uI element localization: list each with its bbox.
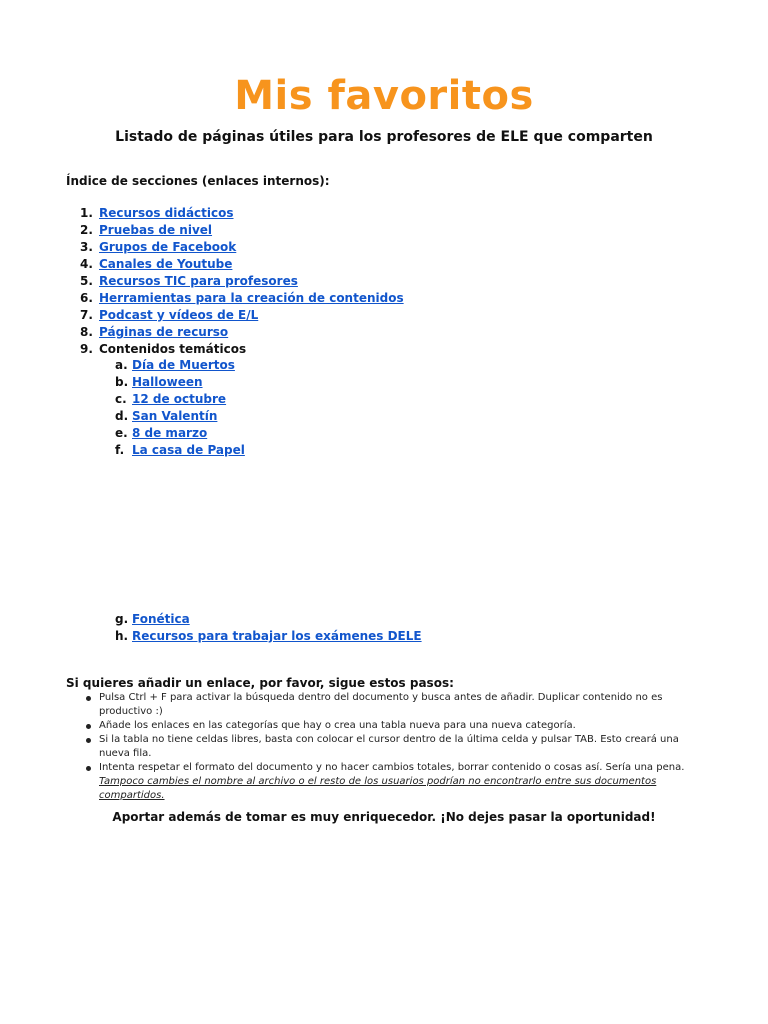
link-la-casa-de-papel[interactable]: La casa de Papel xyxy=(132,443,245,457)
list-item xyxy=(66,408,245,425)
link-8-de-marzo[interactable]: 8 de marzo xyxy=(132,426,208,440)
steps-heading: Si quieres añadir un enlace, por favor, sigue estos pasos: xyxy=(66,676,454,690)
list-item xyxy=(66,761,706,803)
list-letter: b. xyxy=(115,375,129,389)
list-letter: d. xyxy=(115,409,129,423)
index-heading: Índice de secciones (enlaces internos): xyxy=(66,174,330,188)
list-item xyxy=(66,733,706,761)
link-canales-de-youtube[interactable]: Canales de Youtube xyxy=(99,257,233,271)
list-item xyxy=(66,341,404,358)
list-item xyxy=(66,442,245,459)
step-text: Pulsa Ctrl + F para activar la búsqueda dentro del documento y busca antes de añadir. Duplicar contenido no es productivo :) xyxy=(99,692,663,717)
link-podcast-videos[interactable]: Podcast y vídeos de E/L xyxy=(99,308,259,322)
link-recursos-didacticos[interactable]: Recursos didácticos xyxy=(99,206,234,220)
list-number: 6. xyxy=(80,291,93,305)
bullet-icon xyxy=(86,738,91,743)
list-number: 5. xyxy=(80,274,93,288)
list-item xyxy=(66,611,422,628)
list-number: 3. xyxy=(80,240,93,254)
link-recursos-tic[interactable]: Recursos TIC para profesores xyxy=(99,274,298,288)
list-letter: e. xyxy=(115,426,128,440)
list-number: 1. xyxy=(80,206,93,220)
list-number: 8. xyxy=(80,325,93,339)
list-item xyxy=(66,691,706,719)
list-item xyxy=(66,374,245,391)
list-item xyxy=(66,239,404,256)
closing-message: Aportar además de tomar es muy enriquecedor. ¡No dejes pasar la oportunidad! xyxy=(112,810,656,824)
list-item xyxy=(66,719,706,733)
list-letter: h. xyxy=(115,629,129,643)
thematic-sublist-bottom xyxy=(66,611,422,645)
list-letter: g. xyxy=(115,612,129,626)
thematic-sublist-top xyxy=(66,357,245,459)
list-letter: f. xyxy=(115,443,125,457)
list-item xyxy=(66,391,245,408)
steps-list xyxy=(66,691,706,803)
list-item xyxy=(66,357,245,374)
contenidos-tematicos-label: Contenidos temáticos xyxy=(99,342,247,356)
list-number: 4. xyxy=(80,257,93,271)
list-item xyxy=(66,273,404,290)
list-item xyxy=(66,256,404,273)
link-recursos-dele[interactable]: Recursos para trabajar los exámenes DELE xyxy=(132,629,422,643)
link-dia-de-muertos[interactable]: Día de Muertos xyxy=(132,358,235,372)
link-halloween[interactable]: Halloween xyxy=(132,375,203,389)
list-number: 9. xyxy=(80,342,93,356)
bullet-icon xyxy=(86,724,91,729)
step-text: Si la tabla no tiene celdas libres, basta con colocar el cursor dentro de la última celda y pulsar TAB. Esto creará una nueva fila. xyxy=(99,734,679,759)
list-item xyxy=(66,205,404,222)
step-text: Añade los enlaces en las categorías que hay o crea una tabla nueva para una nueva categoría. xyxy=(99,720,576,731)
list-item xyxy=(66,628,422,645)
bullet-icon xyxy=(86,766,91,771)
list-item xyxy=(66,425,245,442)
step-note: Tampoco cambies el nombre al archivo o el resto de los usuarios podrían no encontrarlo entre sus documentos compartidos. xyxy=(99,776,657,801)
list-item xyxy=(66,307,404,324)
section-index-list xyxy=(66,205,404,358)
list-letter: a. xyxy=(115,358,128,372)
link-fonetica[interactable]: Fonética xyxy=(132,612,190,626)
list-item xyxy=(66,324,404,341)
list-number: 2. xyxy=(80,223,93,237)
bullet-icon xyxy=(86,696,91,701)
list-letter: c. xyxy=(115,392,127,406)
list-number: 7. xyxy=(80,308,93,322)
link-herramientas-contenidos[interactable]: Herramientas para la creación de contenidos xyxy=(99,291,404,305)
page-subtitle: Listado de páginas útiles para los profesores de ELE que comparten xyxy=(115,129,653,145)
link-san-valentin[interactable]: San Valentín xyxy=(132,409,218,423)
list-item xyxy=(66,290,404,307)
step-text: Intenta respetar el formato del documento y no hacer cambios totales, borrar contenido o cosas así. Sería una pena. xyxy=(99,762,685,773)
list-item xyxy=(66,222,404,239)
page-title: Mis favoritos xyxy=(234,73,534,119)
link-grupos-de-facebook[interactable]: Grupos de Facebook xyxy=(99,240,237,254)
link-paginas-de-recurso[interactable]: Páginas de recurso xyxy=(99,325,229,339)
link-pruebas-de-nivel[interactable]: Pruebas de nivel xyxy=(99,223,213,237)
link-12-de-octubre[interactable]: 12 de octubre xyxy=(132,392,227,406)
